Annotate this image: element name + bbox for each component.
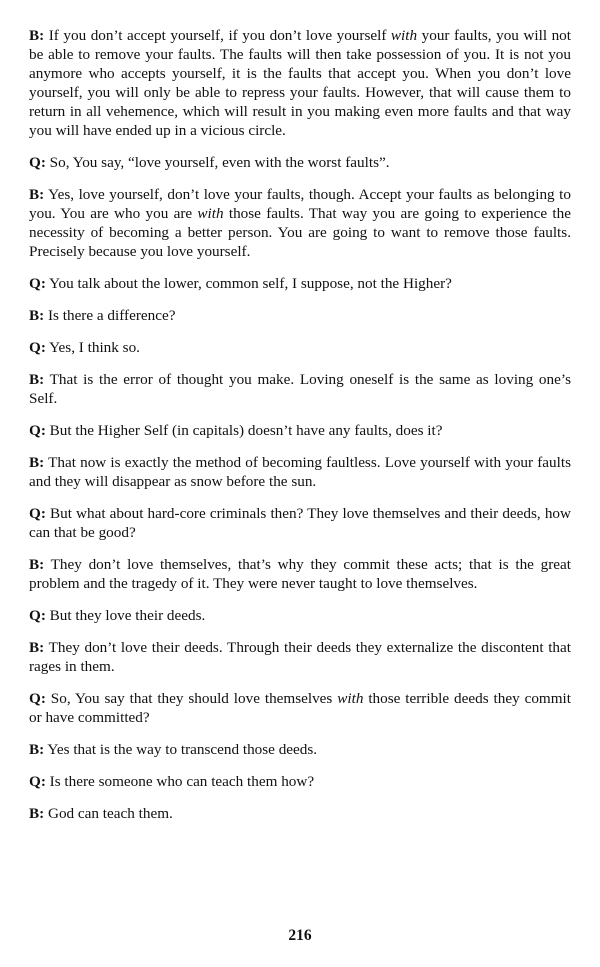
speaker-label: B: xyxy=(29,741,45,758)
dialogue-paragraph xyxy=(29,740,571,759)
page-text-body xyxy=(29,26,571,836)
speaker-label: B: xyxy=(29,371,45,388)
dialogue-text: So, You say that they should love themselves xyxy=(45,690,338,707)
speaker-label: Q: xyxy=(29,339,46,356)
dialogue-text: those terrible deeds they commit or have committed? xyxy=(29,690,571,726)
dialogue-paragraph xyxy=(29,370,571,408)
dialogue-paragraph xyxy=(29,274,571,293)
speaker-label: Q: xyxy=(29,690,46,707)
dialogue-paragraph xyxy=(29,638,571,676)
dialogue-paragraph xyxy=(29,26,571,140)
speaker-label: Q: xyxy=(29,607,46,624)
dialogue-text: That is the error of thought you make. Loving oneself is the same as loving one’s Self. xyxy=(29,371,571,407)
dialogue-text: If you don’t accept yourself, if you don’t love yourself xyxy=(44,27,391,44)
speaker-label: B: xyxy=(29,186,45,203)
emphasis-text: with xyxy=(390,27,418,44)
dialogue-text: They don’t love their deeds. Through their deeds they externalize the discontent that rages in them. xyxy=(29,639,571,675)
dialogue-paragraph xyxy=(29,772,571,791)
speaker-label: B: xyxy=(29,454,45,471)
speaker-label: B: xyxy=(29,556,45,573)
speaker-label: Q: xyxy=(29,505,46,522)
dialogue-text: But the Higher Self (in capitals) doesn’t have any faults, does it? xyxy=(45,422,443,439)
speaker-label: Q: xyxy=(29,773,46,790)
dialogue-paragraph xyxy=(29,804,571,823)
emphasis-text: with xyxy=(197,205,224,222)
dialogue-text: Is there someone who can teach them how? xyxy=(45,773,315,790)
dialogue-paragraph xyxy=(29,421,571,440)
dialogue-paragraph xyxy=(29,689,571,727)
speaker-label: B: xyxy=(29,307,45,324)
dialogue-paragraph xyxy=(29,453,571,491)
dialogue-text: You talk about the lower, common self, I suppose, not the Higher? xyxy=(45,275,452,292)
dialogue-text: They don’t love themselves, that’s why they commit these acts; that is the great problem and the tragedy of it. They were never taught to love themselves. xyxy=(29,556,571,592)
dialogue-paragraph xyxy=(29,338,571,357)
dialogue-text: God can teach them. xyxy=(44,805,173,822)
speaker-label: Q: xyxy=(29,154,46,171)
speaker-label: B: xyxy=(29,639,45,656)
dialogue-paragraph xyxy=(29,185,571,261)
emphasis-text: with xyxy=(337,690,364,707)
dialogue-text: Yes that is the way to transcend those deeds. xyxy=(44,741,318,758)
speaker-label: Q: xyxy=(29,275,46,292)
dialogue-paragraph xyxy=(29,504,571,542)
dialogue-text: Yes, I think so. xyxy=(45,339,140,356)
dialogue-text: Is there a difference? xyxy=(44,307,176,324)
dialogue-text: your faults, you will not be able to remove your faults. The faults will then take possession of you. It is not you anymore who accepts yourself, it is the faults that accept you. When you don’t love yourself, you will only be able to repress your faults. However, that will cause them to return in all vehemence, which will result in you making even more faults and that way you will have ended up in a vicious circle. xyxy=(29,27,571,139)
dialogue-paragraph xyxy=(29,306,571,325)
speaker-label: B: xyxy=(29,27,45,44)
dialogue-paragraph xyxy=(29,555,571,593)
page-number: 216 xyxy=(288,927,312,944)
speaker-label: B: xyxy=(29,805,45,822)
speaker-label: Q: xyxy=(29,422,46,439)
dialogue-text: That now is exactly the method of becoming faultless. Love yourself with your faults and they will disappear as snow before the sun. xyxy=(29,454,571,490)
dialogue-text: So, You say, “love yourself, even with the worst faults”. xyxy=(45,154,390,171)
dialogue-paragraph xyxy=(29,153,571,172)
dialogue-paragraph xyxy=(29,606,571,625)
dialogue-text: Yes, love yourself, don’t love your faults, though. Accept your faults as belonging to you. You are who you are xyxy=(29,186,571,222)
dialogue-text: But they love their deeds. xyxy=(45,607,206,624)
dialogue-text: those faults. That way you are going to experience the necessity of becoming a better person. You are going to want to remove those faults. Precisely because you love yourself. xyxy=(29,205,571,260)
dialogue-text: But what about hard-core criminals then? They love themselves and their deeds, how can that be good? xyxy=(29,505,571,541)
